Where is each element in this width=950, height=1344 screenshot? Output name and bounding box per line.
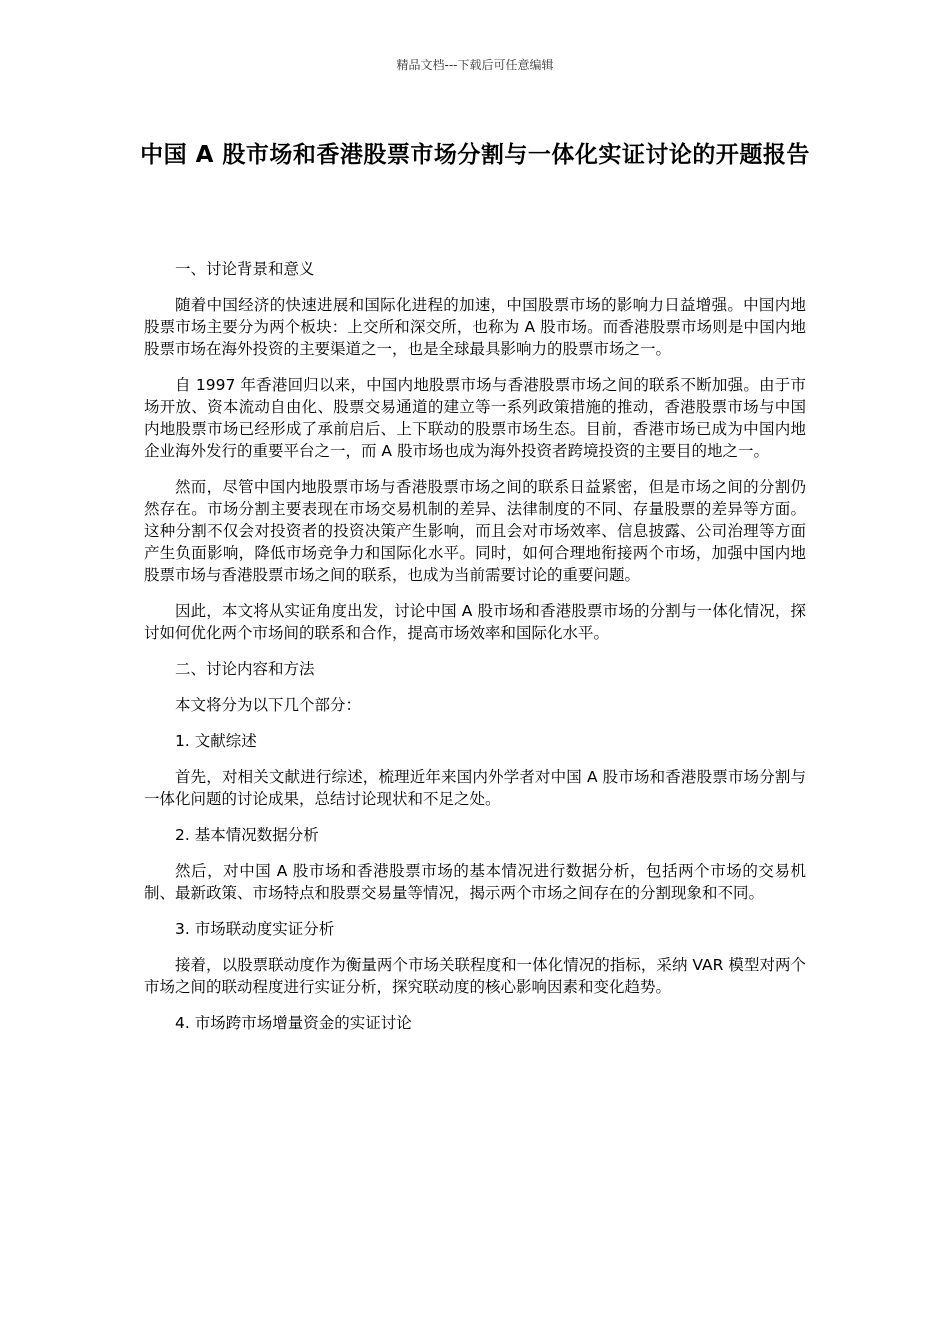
section-heading: 一、讨论背景和意义 [175,260,315,278]
subsection-heading: 4. 市场跨市场增量资金的实证讨论 [175,1014,412,1032]
section-heading: 二、讨论内容和方法 [175,660,315,678]
body-paragraph: 首先，对相关文献进行综述，梳理近年来国内外学者对中国 A 股市场和香港股票市场分割与一体化问题的讨论成果，总结讨论现状和不足之处。 [144,768,806,808]
subsection-heading: 3. 市场联动度实证分析 [175,920,335,938]
body-paragraph: 然后，对中国 A 股市场和香港股票市场的基本情况进行数据分析，包括两个市场的交易机制、最新政策、市场特点和股票交易量等情况，揭示两个市场之间存在的分割现象和不同。 [144,862,806,902]
body-paragraph: 随着中国经济的快速进展和国际化进程的加速，中国股票市场的影响力日益增强。中国内地股票市场主要分为两个板块：上交所和深交所，也称为 A 股市场。而香港股票市场则是中国内地股票市场在海外投资的主要渠道之一，也是全球最具影响力的股票市场之一。 [144,296,806,358]
body-paragraph: 自 1997 年香港回归以来，中国内地股票市场与香港股票市场之间的联系不断加强。由于市场开放、资本流动自由化、股票交易通道的建立等一系列政策措施的推动，香港股票市场与中国内地股票市场已经形成了承前启后、上下联动的股票市场生态。目前，香港市场已成为中国内地企业海外发行的重要平台之一，而 A 股市场也成为海外投资者跨境投资的主要目的地之一。 [144,376,806,460]
subsection-heading: 2. 基本情况数据分析 [175,826,319,844]
body-paragraph: 本文将分为以下几个部分： [175,696,362,714]
body-paragraph: 接着，以股票联动度作为衡量两个市场关联程度和一体化情况的指标，采纳 VAR 模型对两个市场之间的联动程度进行实证分析，探究联动度的核心影响因素和变化趋势。 [144,956,806,996]
body-paragraph: 因此，本文将从实证角度出发，讨论中国 A 股市场和香港股票市场的分割与一体化情况，探讨如何优化两个市场间的联系和合作，提高市场效率和国际化水平。 [144,602,806,642]
subsection-heading: 1. 文献综述 [175,732,257,750]
body-paragraph: 然而，尽管中国内地股票市场与香港股票市场之间的联系日益紧密，但是市场之间的分割仍然存在。市场分割主要表现在市场交易机制的差异、法律制度的不同、存量股票的差异等方面。这种分割不仅会对投资者的投资决策产生影响，而且会对市场效率、信息披露、公司治理等方面产生负面影响，降低市场竞争力和国际化水平。同时，如何合理地衔接两个市场，加强中国内地股票市场与香港股票市场之间的联系，也成为当前需要讨论的重要问题。 [144,478,806,584]
page-header: 精品文档---下载后可任意编辑 [396,58,554,72]
document-body [144,258,806,1048]
document-title: 中国 A 股市场和香港股票市场分割与一体化实证讨论的开题报告 [140,142,810,168]
